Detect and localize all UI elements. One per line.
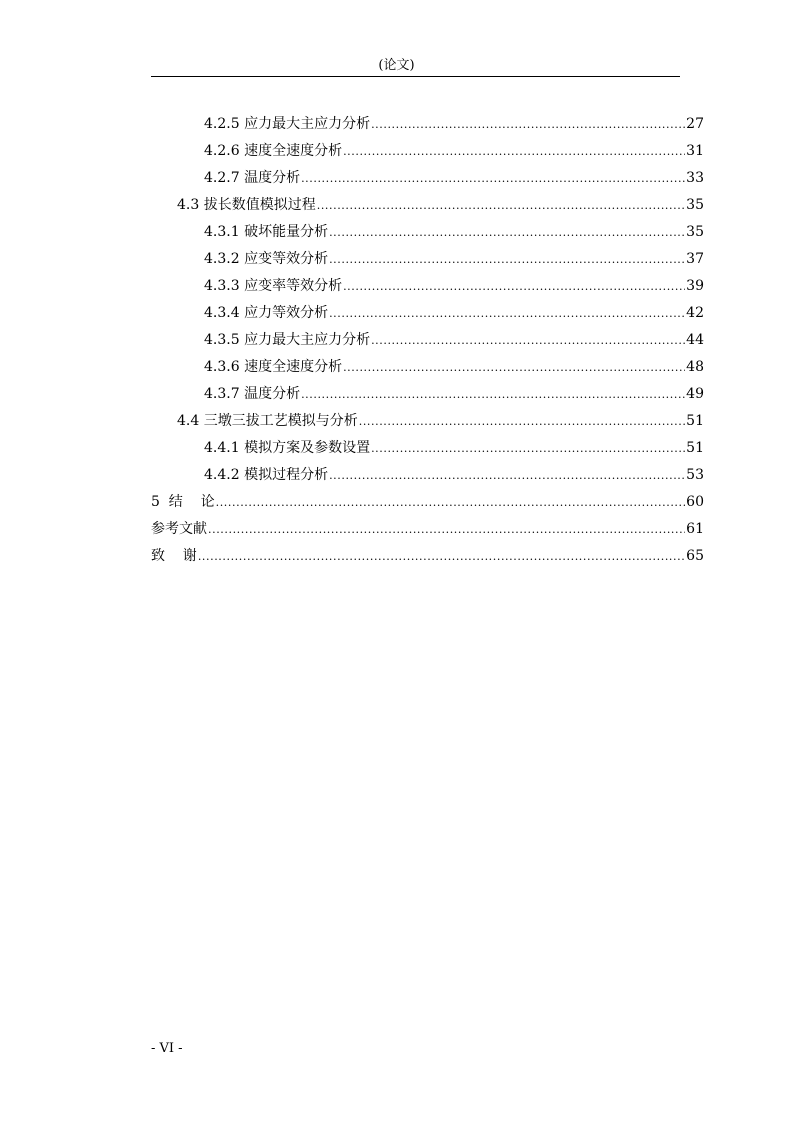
toc-entry-title: 4.3.1 破坏能量分析 [204, 224, 329, 240]
toc-entry[interactable] [204, 330, 704, 350]
toc-entry-page: 35 [686, 197, 704, 213]
toc-entry[interactable] [151, 546, 704, 566]
page-header-title: (论文) [378, 58, 415, 73]
toc-leader-dots [343, 277, 685, 297]
toc-entry-page: 42 [686, 305, 704, 321]
toc-leader-dots [329, 223, 685, 243]
toc-entry-title: 4.3.7 温度分析 [204, 386, 301, 402]
toc-entry[interactable] [204, 249, 704, 269]
toc-entry[interactable] [204, 141, 704, 161]
toc-leader-dots [359, 412, 685, 432]
toc-entry-page: 51 [686, 413, 704, 429]
toc-entry[interactable] [204, 168, 704, 188]
toc-leader-dots [208, 520, 685, 540]
toc-leader-dots [329, 466, 685, 486]
page-number: - VI - [151, 1041, 183, 1056]
toc-leader-dots [371, 115, 685, 135]
toc-leader-dots [371, 331, 685, 351]
toc-entry[interactable] [204, 465, 704, 485]
toc-entry[interactable] [177, 195, 704, 215]
toc-entry-page: 33 [686, 170, 704, 186]
toc-entry-page: 53 [686, 467, 704, 483]
toc-leader-dots [216, 493, 686, 513]
toc-leader-dots [317, 196, 685, 216]
toc-entry-page: 27 [686, 116, 704, 132]
toc-entry-title: 5 结 论 [151, 494, 215, 510]
toc-leader-dots [329, 250, 685, 270]
toc-entry[interactable] [204, 276, 704, 296]
toc-entry-title: 4.3 拔长数值模拟过程 [177, 197, 316, 213]
toc-entry[interactable] [204, 438, 704, 458]
toc-entry-title: 4.3.5 应力最大主应力分析 [204, 332, 371, 348]
toc-entry-page: 49 [686, 386, 704, 402]
toc-entry-page: 48 [686, 359, 704, 375]
toc-entry-title: 4.4.2 模拟过程分析 [204, 467, 329, 483]
toc-leader-dots [343, 358, 685, 378]
toc-entry[interactable] [204, 384, 704, 404]
toc-entry-title: 4.2.6 速度全速度分析 [204, 143, 343, 159]
toc-entry[interactable] [151, 519, 704, 539]
toc-entry-page: 60 [686, 494, 704, 510]
toc-entry[interactable] [151, 492, 704, 512]
toc-entry[interactable] [204, 303, 704, 323]
toc-leader-dots [198, 547, 685, 567]
toc-entry[interactable] [204, 114, 704, 134]
toc-entry[interactable] [177, 411, 704, 431]
toc-leader-dots [371, 439, 685, 459]
header-divider [151, 76, 680, 77]
toc-entry-title: 参考文献 [151, 521, 207, 537]
toc-entry-title: 4.3.4 应力等效分析 [204, 305, 329, 321]
toc-entry-title: 致 谢 [151, 548, 197, 564]
toc-entry-title: 4.2.5 应力最大主应力分析 [204, 116, 371, 132]
toc-entry[interactable] [204, 357, 704, 377]
toc-entry-title: 4.3.2 应变等效分析 [204, 251, 329, 267]
toc-entry-page: 31 [686, 143, 704, 159]
toc-entry-page: 37 [686, 251, 704, 267]
toc-leader-dots [301, 169, 685, 189]
toc-entry-page: 39 [686, 278, 704, 294]
toc-entry[interactable] [204, 222, 704, 242]
toc-leader-dots [329, 304, 685, 324]
toc-entry-title: 4.3.6 速度全速度分析 [204, 359, 343, 375]
toc-entry-page: 35 [686, 224, 704, 240]
toc-entry-page: 65 [686, 548, 704, 564]
toc-entry-page: 44 [686, 332, 704, 348]
toc-entry-title: 4.4 三墩三拔工艺模拟与分析 [177, 413, 358, 429]
toc-entry-title: 4.4.1 模拟方案及参数设置 [204, 440, 371, 456]
toc-entry-page: 61 [686, 521, 704, 537]
toc-leader-dots [343, 142, 685, 162]
toc-entry-page: 51 [686, 440, 704, 456]
toc-entry-title: 4.2.7 温度分析 [204, 170, 301, 186]
toc-entry-title: 4.3.3 应变率等效分析 [204, 278, 343, 294]
toc-leader-dots [301, 385, 685, 405]
